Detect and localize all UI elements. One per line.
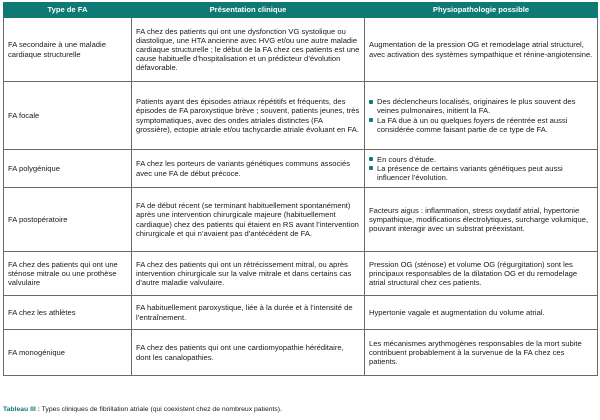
- table-header: [4, 3, 598, 18]
- table-body: [4, 18, 598, 376]
- header-type: Type de FA: [4, 3, 132, 18]
- cell-presentation: Patients ayant des épisodes atriaux répétitifs et fréquents, des épisodes de FA paroxystique brève ; souvent, patients jeunes, très symptomatiques, avec des ondes atriales distinctes (FA grossière), ectopie atriale et/ou tachycardie atriale évoluant en FA.: [132, 82, 365, 150]
- table-row: [4, 188, 598, 252]
- table-row: [4, 82, 598, 150]
- cell-physiopathology: Facteurs aigus : inflammation, stress oxydatif atrial, hypertonie sympathique, modifications électrolytiques, surcharge volumique, pouvant interagir avec un substrat préexistant.: [365, 188, 598, 252]
- af-types-table-container: [3, 2, 597, 376]
- caption-label: Tableau III :: [3, 406, 40, 413]
- table-row: [4, 252, 598, 296]
- cell-presentation: FA chez les porteurs de variants génétiques communs associés avec une FA de début précoce.: [132, 150, 365, 188]
- header-physiopathology: Physiopathologie possible: [365, 3, 598, 18]
- cell-type: FA secondaire à une maladie cardiaque structurelle: [4, 18, 132, 82]
- cell-type: FA chez des patients qui ont une sténose mitrale ou une prothèse valvulaire: [4, 252, 132, 296]
- af-types-table: [3, 2, 598, 376]
- cell-physiopathology: [365, 82, 598, 150]
- cell-type: FA chez les athlètes: [4, 296, 132, 330]
- table-row: [4, 150, 598, 188]
- cell-type: FA polygénique: [4, 150, 132, 188]
- table-row: [4, 296, 598, 330]
- table-caption: [3, 406, 597, 413]
- header-row: [4, 3, 598, 18]
- cell-physiopathology: [365, 150, 598, 188]
- cell-type: FA postopératoire: [4, 188, 132, 252]
- list-item: La présence de certains variants génétiques peut aussi influencer l’évolution.: [369, 164, 593, 182]
- table-row: [4, 330, 598, 376]
- cell-physiopathology: Hypertonie vagale et augmentation du volume atrial.: [365, 296, 598, 330]
- cell-physiopathology: Les mécanismes arythmogènes responsables de la mort subite contribuent probablement à la survenue de la FA chez ces patients.: [365, 330, 598, 376]
- table-row: [4, 18, 598, 82]
- cell-type: FA focale: [4, 82, 132, 150]
- header-presentation: Présentation clinique: [132, 3, 365, 18]
- bullet-list: [369, 155, 593, 182]
- cell-presentation: FA chez des patients qui ont une cardiomyopathie héréditaire, dont les canalopathies.: [132, 330, 365, 376]
- cell-physiopathology: Pression OG (sténose) et volume OG (régurgitation) sont les principaux responsables de la dilatation OG et du remodelage atrial structural chez ces patients.: [365, 252, 598, 296]
- cell-physiopathology: Augmentation de la pression OG et remodelage atrial structurel, avec activation des systèmes sympathique et rénine-angiotensine.: [365, 18, 598, 82]
- list-item: La FA due à un ou quelques foyers de réentrée est aussi considérée comme faisant partie de ce type de FA.: [369, 116, 593, 134]
- cell-presentation: FA habituellement paroxystique, liée à la durée et à l’intensité de l’entraînement.: [132, 296, 365, 330]
- caption-text: Types cliniques de fibrillation atriale (qui coexistent chez de nombreux patients).: [39, 406, 282, 413]
- bullet-list: [369, 97, 593, 133]
- list-item: Des déclencheurs localisés, originaires le plus souvent des veines pulmonaires, initient la FA.: [369, 97, 593, 115]
- cell-presentation: FA chez des patients qui ont une dysfonction VG systolique ou diastolique, une HTA ancienne avec HVG et/ou une autre maladie cardiaque structurelle ; le début de la FA chez ces patients est une cause habituelle d’hospitalisation et un prédicteur d’évolution défavorable.: [132, 18, 365, 82]
- cell-presentation: FA chez des patients qui ont un rétrécissement mitral, ou après intervention chirurgicale sur la valve mitrale et dans certains cas d’autre maladie valvulaire.: [132, 252, 365, 296]
- cell-type: FA monogénique: [4, 330, 132, 376]
- cell-presentation: FA de début récent (se terminant habituellement spontanément) après une intervention chirurgicale majeure (habituellement cardiaque) chez des patients qui étaient en RS avant l’intervention chirurgicale et qui n’avaient pas d’antécédent de FA.: [132, 188, 365, 252]
- list-item: En cours d’étude.: [369, 155, 593, 164]
